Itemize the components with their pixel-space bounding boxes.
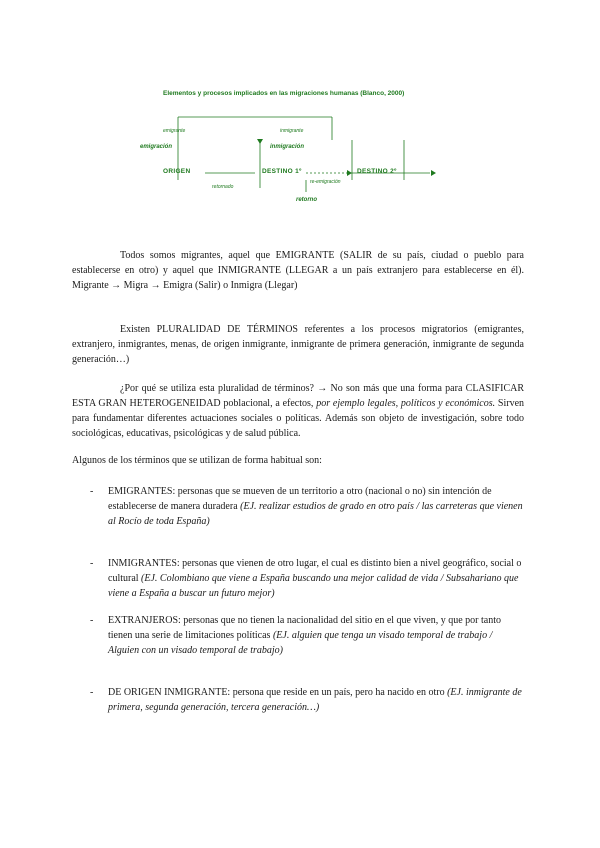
- paragraph-migrantes: Todos somos migrantes, aquel que EMIGRANTE (SALIR de su país, ciudad o pueblo para establecerse en otro) y aquel que INMIGRANTE (LLEGAR a un país extranjero para establecerse en él). Migrante → Migra → Emigra (Salir) o Inmigra (Llegar): [72, 250, 524, 291]
- term-example: (EJ. realizar estudios de grado en otro país / las carreteras que vienen al Rocío de toda España): [108, 501, 523, 527]
- label-inmigrante: inmigrante: [280, 128, 304, 134]
- paragraph-por-que-italic: por ejemplo legales, políticos y económicos.: [316, 398, 496, 409]
- down-arrow-icon: [257, 139, 263, 144]
- label-retorno: retorno: [296, 197, 317, 203]
- label-emigracion: emigración: [140, 144, 173, 150]
- list-item: [90, 685, 524, 715]
- paragraph-por-que-b: Sirven para fundamentar diferentes actuaciones sociales o políticas. Además son objeto de investigación, sobre todo sociológicas, educativas, psicológicas y de salud pública.: [72, 398, 525, 439]
- end-arrow-icon: [431, 170, 436, 176]
- label-inmigracion: inmigración: [270, 144, 305, 150]
- paragraph-por-que-a: ¿Por qué se utiliza esta pluralidad de términos? → No son más que una forma para CLASIFICAR ESTA GRAN HETEROGENEIDAD poblacional, a efectos,: [72, 383, 524, 409]
- term-example: (EJ. Colombiano que viene a España buscando una mejor calidad de vida / Subsahariano que viene a España a buscar un futuro mejor): [108, 573, 519, 599]
- migration-diagram: [130, 80, 470, 220]
- node-destino-2: DESTINO 2º: [357, 168, 397, 175]
- term-text: EMIGRANTES: personas que se mueven de un territorio a otro (nacional o no) sin intención de establecerse de manera duradera: [108, 486, 492, 512]
- term-text: DE ORIGEN INMIGRANTE: persona que reside en un país, pero ha nacido en otro: [108, 687, 448, 698]
- list-bullet: -: [90, 615, 94, 626]
- list-item: [90, 484, 524, 529]
- list-bullet: -: [90, 687, 94, 698]
- node-origen: ORIGEN: [163, 168, 191, 175]
- list-item: [90, 556, 524, 601]
- node-destino-1: DESTINO 1º: [262, 168, 302, 175]
- term-example: (EJ. alguien que tenga un visado temporal de trabajo / Alguien con un visado temporal de trabajo): [108, 630, 493, 656]
- label-retornado: retornado: [212, 184, 234, 190]
- label-emigrante: emigrante: [163, 128, 186, 134]
- diagram-title: Elementos y procesos implicados en las migraciones humanas (Blanco, 2000): [163, 90, 405, 97]
- paragraph-por-que: [72, 381, 524, 441]
- term-example: (EJ. inmigrante de primera, segunda generación, tercera generación…): [108, 687, 522, 713]
- terms-list: [90, 484, 524, 715]
- paragraph-terminos: Algunos de los términos que se utilizan de forma habitual son:: [72, 455, 322, 466]
- label-re-emigracion: re-emigración: [310, 179, 341, 185]
- term-text: EXTRANJEROS: personas que no tienen la nacionalidad del sitio en el que viven, y que por tanto tienen una serie de limitaciones políticas: [108, 615, 501, 641]
- list-item: [90, 613, 524, 658]
- list-bullet: -: [90, 486, 94, 497]
- term-text: INMIGRANTES: personas que vienen de otro lugar, el cual es distinto bien a nivel geográfico, social o cultural: [108, 558, 522, 584]
- list-bullet: -: [90, 558, 94, 569]
- paragraph-pluralidad: Existen PLURALIDAD DE TÉRMINOS referentes a los procesos migratorios (emigrantes, extranjero, inmigrantes, menas, de origen inmigrante, inmigrante de primera generación, inmigrante de segunda generación…): [72, 324, 524, 365]
- right-arrow-icon: [347, 170, 352, 176]
